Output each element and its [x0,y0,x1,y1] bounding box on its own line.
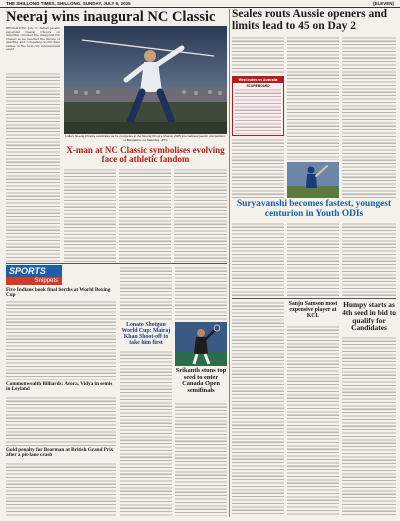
seales-column-3 [342,36,396,198]
folio-left: THE SHILLONG TIMES, SHILLONG, SUNDAY, JULY 6, 2025 [6,1,131,6]
section-divider [6,263,227,264]
main-intro-text [6,27,60,72]
folio-right: (ELEVEN) [372,1,394,6]
main-photo-caption: India's Neeraj Chopra celebrates as he competes in the Neeraj Chopra Classic 2025 international javelin competition, in Bengaluru, on Saturday. (PTI) [65,134,226,142]
snippet-headline-grand-prix: Gold penalty for Bearman at British Grand Prix after a pit-lane crash [6,447,114,459]
page-folio [0,0,400,8]
srikanth-headline: Srikanth stuns top seed to enter Canada Open semifinals [175,367,227,395]
sports-logo-top: SPORTS [6,265,62,277]
main-headline: Neeraj wins inaugural NC Classic [6,9,216,25]
suryavanshi-column-2 [287,222,339,296]
snippet-grand-prix-text [6,462,116,516]
suryavanshi-headline: Suryavanshi becomes fastest, youngest centurion in Youth ODIs [236,199,392,219]
scoreboard-box [232,76,284,136]
humpy-column-1 [232,301,284,516]
main-intro-paragraph: BENGALURU, July 5: Indian javelin superstar Neeraj Chopra on Saturday clinched the inaugural NC Classic as he reached the throne of dazzling and competing world-class names in the twin-city international event. [6,27,60,52]
snippet-boxing-text [6,300,116,380]
main-photo [64,26,227,134]
humpy-text [342,336,396,516]
srikanth-text [175,402,227,516]
x-man-subheadline: X-man at NC Classic symbolises evolving face of athletic fandom [66,145,225,165]
cricket-photo [287,162,339,198]
lonato-text [120,350,172,516]
middle-column-top-2 [175,266,227,320]
sanju-headline: Sanju Samson most expensive player at KCL [288,301,338,320]
sanju-text [287,325,339,516]
main-story-column-1 [6,72,60,264]
snippet-headline-boxing: Five Indians book final berths at World Boxing Cup [6,287,111,299]
scoreboard-title: West Indies vs Australia [233,77,283,83]
suryavanshi-column-1 [232,222,284,296]
right-divider [232,298,396,299]
middle-column-top-1 [120,266,172,320]
badminton-player-image [175,322,227,366]
badminton-photo [175,322,227,366]
scoreboard-subtitle: SCOREBOARD [246,84,270,88]
snippet-headline-billiards: Commonwealth Billiards: Arora, Vidya in semis in Leyland [6,381,113,393]
sports-logo-bottom: Snippets [6,277,62,285]
lonato-headline: Lonato Shotgun World Cup: Mairaj Khan Shoot-off to take him first [121,322,171,347]
sports-snippets-logo [6,265,62,285]
cricketer-image [287,162,339,198]
scoreboard-rows [235,88,281,134]
javelin-athlete-image [64,26,227,134]
seales-column-1-bottom [232,138,284,198]
seales-column-1-top [232,36,284,74]
suryavanshi-column-3 [342,222,396,296]
seales-column-2 [287,36,339,160]
snippet-billiards-text [6,396,116,446]
column-divider [229,9,230,517]
x-man-column-2 [174,168,227,263]
x-man-column-1 [119,168,171,263]
humpy-headline: Humpy starts as 4th seed in bid to qualify for Candidates [342,300,396,333]
main-story-column-2 [64,168,116,263]
seales-headline: Seales routs Aussie openers and limits lead to 45 on Day 2 [232,8,388,32]
